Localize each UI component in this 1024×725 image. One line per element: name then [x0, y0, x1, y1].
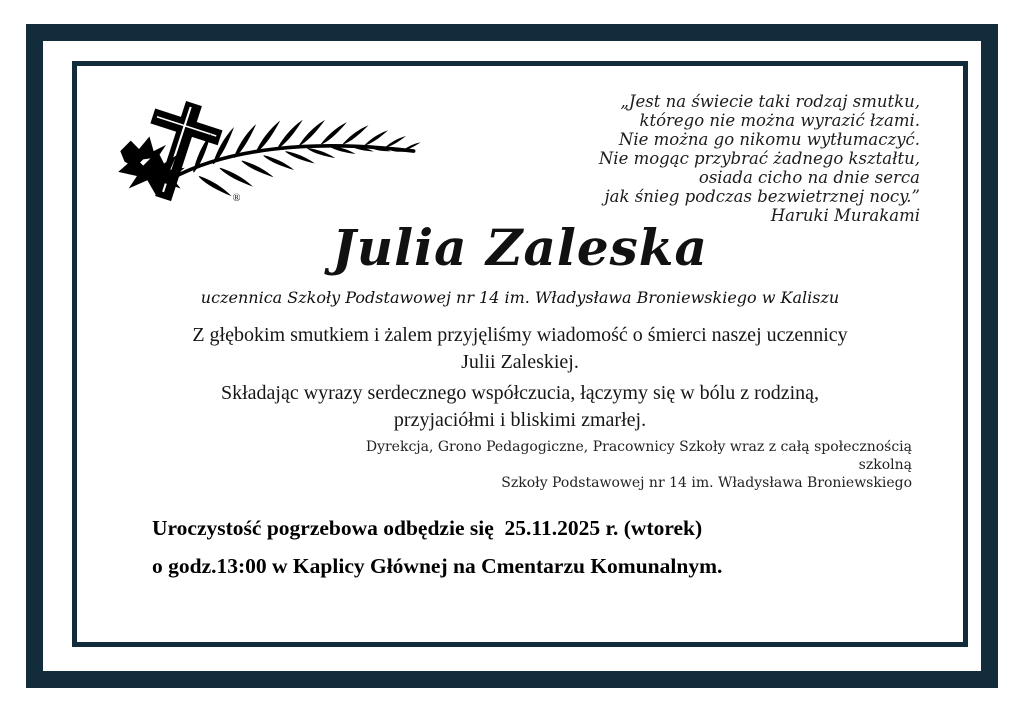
quote-line: Nie mogąc przybrać żadnego kształtu, [598, 149, 920, 168]
deceased-subtitle: uczennica Szkoły Podstawowej nr 14 im. Władysława Broniewskiego w Kaliszu [200, 288, 840, 307]
quote-line: jak śnieg podczas bezwietrznej nocy.” [604, 187, 920, 206]
ceremony-place-line: o godz.13:00 w Kaplicy Głównej na Cmentarzu Komunalnym. [152, 554, 723, 578]
condolence-line: Julii Zaleskiej. [461, 351, 579, 373]
condolence-paragraph-1 [90, 322, 950, 376]
signature-line: Szkoły Podstawowej nr 14 im. Władysława Broniewskiego [501, 475, 912, 491]
signature-block [312, 438, 912, 492]
condolence-paragraph-2 [90, 380, 950, 434]
condolence-line: Z głębokim smutkiem i żalem przyjęliśmy wiadomość o śmierci naszej uczennicy [192, 324, 848, 346]
quote-line: osiada cicho na dnie serca [698, 168, 920, 187]
deceased-name: Julia Zaleska [332, 218, 708, 277]
quote-line: którego nie można wyrazić łzami. [639, 111, 920, 130]
ceremony-date-line: Uroczystość pogrzebowa odbędzie się 25.11.2025 r. (wtorek) [152, 516, 703, 540]
registered-trademark-symbol: ® [232, 193, 241, 204]
ceremony-announcement [152, 515, 912, 579]
cross-and-palm-icon [112, 90, 424, 208]
memorial-quote [500, 92, 920, 225]
condolence-line: Składając wyrazy serdecznego współczucia, łączymy się w bólu z rodziną, [220, 382, 820, 404]
signature-line: Dyrekcja, Grono Pedagogiczne, Pracownicy Szkoły wraz z całą społecznością szkolną [365, 439, 912, 473]
quote-line: Nie można go nikomu wytłumaczyć. [618, 130, 920, 149]
quote-author: Haruki Murakami [770, 206, 920, 225]
condolence-line: przyjaciółmi i bliskimi zmarłej. [393, 409, 647, 431]
quote-line: „Jest na świecie taki rodzaj smutku, [620, 92, 920, 111]
